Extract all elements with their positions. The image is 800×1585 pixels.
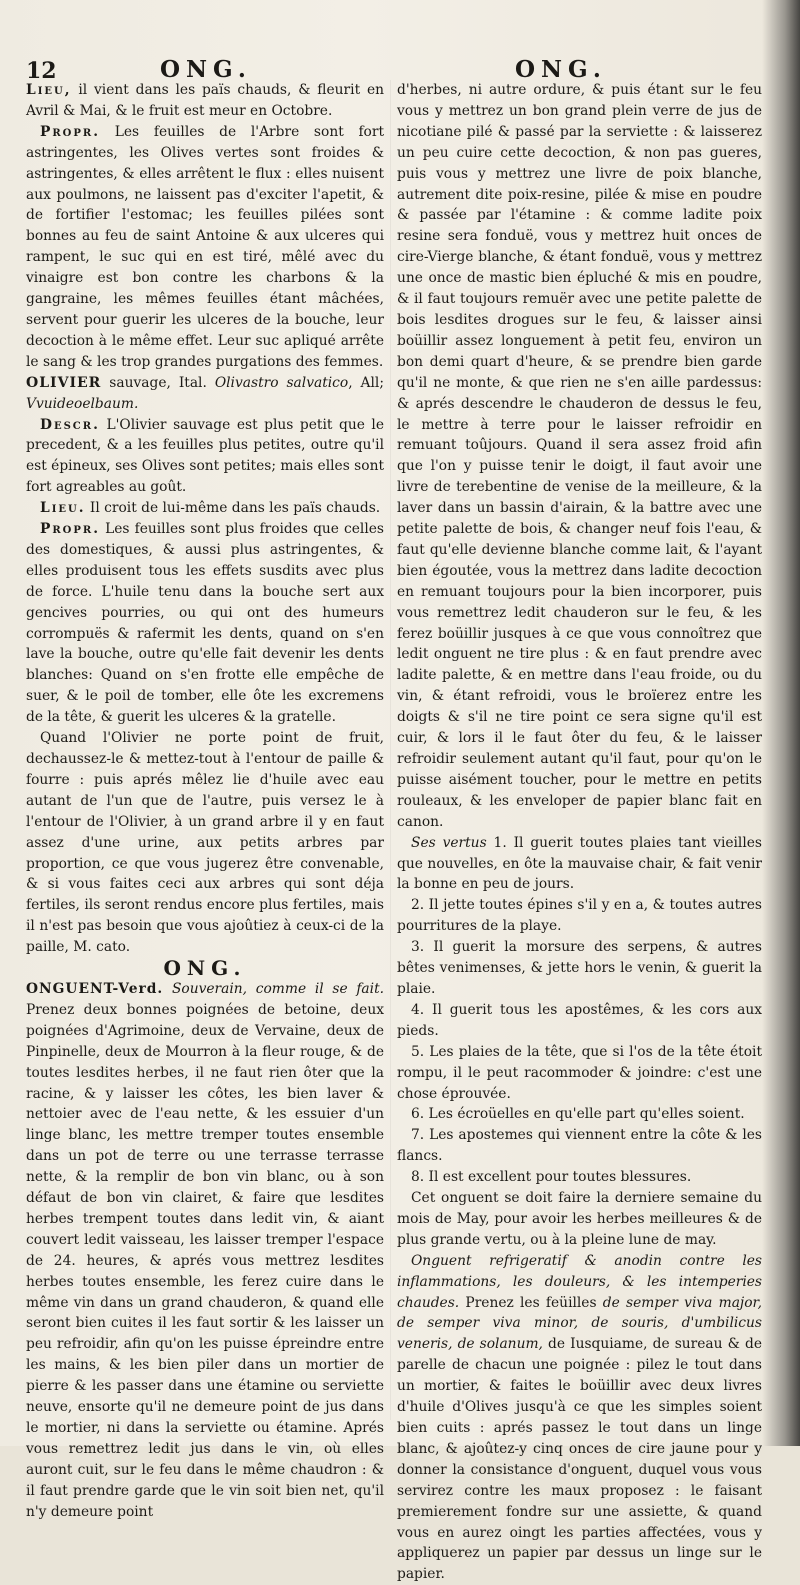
headword-olivier: OLIVIER xyxy=(26,374,102,391)
entry-text: , All; xyxy=(348,374,384,391)
running-head-right: ONG. xyxy=(515,56,607,83)
entry-text: 1. Il guerit toutes plaies tant vieilles que nouvelles, en ôte la mauvaise chair, & fait venir la bonne en peu de jours. xyxy=(397,834,763,893)
entry-propr-2 xyxy=(26,519,384,728)
entry-continuation: d'herbes, ni autre ordure, & puis étant sur le feu vous y mettrez un bon grand plein verre de jus de nicotiane pilé & passé par la serviette : & laisserez un peu cuire cette decoction, & non pas gueres, puis vous y mettrez une livre de poix blanche, autrement dite poix-resine, pilée & mise en poudre & passée par l'étamine : & comme ladite poix resine sera fonduë, vous y mettrez huit onces de cire-Vierge blanche, & étant fonduë, vous y mettrez une once de mastic bien épluché & mis en poudre, & il faut toujours remuër avec une petite palette de bois lesdites drogues sur le feu, & laisser ainsi boüillir assez longuement à petit feu, environ un bon demi quart d'heure, & se prendre bien garde qu'il ne monte, & que rien ne s'en aille pardessus: & aprés descendre le chauderon de dessus le feu, le mettre à terre pour le laisser refroidir en remuant toûjours. Quand il sera assez froid afin que l'on y puisse tenir le doigt, il faut avoir une livre de terebentine de venise de la meilleure, & la laver dans un bassin d'airain, & la battre avec une petite palette de bois, & changer neuf fois l'eau, & faut qu'elle devienne blanche comme lait, & l'ayant bien égoutée, vous la mettrez dans ladite decoction en remuant toujours pour la bien incorporer, puis vous remettrez ledit chauderon sur le feu, & les ferez boüillir jusques à ce que vous connoîtrez que ledit onguent ne tire plus : & en faut prendre avec ladite palette, & en mettre dans l'eau froide, ou du vin, & étant refroidi, vous le broïerez entre les doigts & s'il ne tire point ce sera signe qu'il est cuir, & lors il le faut ôter du feu, & le laisser refroidir seulement autant qu'il faut, pour qu'on le puisse aisément toucher, pour le mettre en petits rouleaux, & les enveloper de papier blanc fait en canon. xyxy=(397,82,762,830)
section-heading: ONG. xyxy=(163,956,247,981)
entry-text: de Iusquiame, de sureau & de parelle de chacun une poignée : pilez le tout dans un mortier, & faites le boüillir avec deux livres d'huile d'Olives jusqu'à ce que les simples soient bien cuits : aprés passez le tout dans un linge blanc, & ajoûtez-y cinq onces de cire jaune pour y donner la consistance d'onguent, duquel vous vous servirez contre les maux proposez : le faisant premierement fondre sur une assiette, & quand vous en aurez oingt les parties affectées, vous y appliquerez un papier par dessus un linge sur le papier. xyxy=(397,1336,762,1583)
lead-propr: Propr. xyxy=(40,521,101,538)
entry-onguent-verd xyxy=(26,979,384,1523)
headword-onguent: ONGUENT-Verd. xyxy=(26,980,164,997)
italic-subtitle: Souverain, comme il se fait. xyxy=(171,980,384,997)
right-column xyxy=(397,80,762,1585)
entry-lieu-1 xyxy=(26,80,384,122)
entry-text: Il croit de lui-même dans les païs chauds. xyxy=(89,500,381,517)
entry-refrigeratif xyxy=(397,1251,762,1585)
vertus-label: Ses vertus xyxy=(411,834,487,851)
entry-text: Prenez deux bonnes poignées de betoine, deux poignées d'Agrimoine, deux de Vervaine, deux de Pinpinelle, deux de Mourron à la fleur rouge, & de toutes lesdites herbes, il ne faut rien ôter que la racine, & y laisser les côtes, les bien laver & nettoier avec de l'eau nette, & les essuier d'un linge blanc, les mettre tremper toutes ensemble dans un pot de terre ou une terrasse terrasse nette, & la remplir de bon vin blanc, ou à son défaut de bon vin clairet, & faire que lesdites herbes trempent toutes dans ledit vin, & aiant couvert ledit vaisseau, les laisser tremper l'espace de 24. heures, & aprés vous mettrez lesdites herbes toutes ensemble, les ferez cuire dans le même vin dans un grand chauderon, & quand elle seront bien cuites il les faut sortir & les laisser un peu refroidir, afin qu'on les puisse épreindre entre les mains, & les bien piler dans un mortier de pierre & les passer dans une étamine ou serviette neuve, ensorte qu'il ne demeure point de jus dans le mortier, ni dans la serviette ou étamine. Aprés vous remettrez ledit jus dans le vin, où elles auront cuit, sur le feu dans le même chaudron : & il faut prendre garde que le vin soit bien net, qu'il n'y demeure point xyxy=(26,1001,384,1520)
entry-text: Les feuilles de l'Arbre sont fort astringentes, les Olives vertes sont froides & astringentes, & elles arrêtent le flux : elles nuisent aux poulmons, ne laissent pas d'exciter l'apetit, & de fortifier l'estomac; les feuilles pilées sont bonnes au feu de saint Antoine & aux ulceres qui rampent, le suc qui en est tiré, mêlé avec du vinaigre est bon contre les charbons & la gangraine, les mêmes feuilles étant mâchées, servent pour guerir les ulceres de la bouche, leur decoction à le même effet. Leur suc apliqué arrête le sang & les trop grandes purgations des femmes. xyxy=(26,123,384,370)
running-head-left: ONG. xyxy=(160,56,252,83)
left-column xyxy=(26,80,384,1523)
italic-latin-name: Olivastro salvatico xyxy=(214,374,349,391)
entry-text: il vient dans les païs chauds, & fleurit en Avril & Mai, & le fruit est meur en Octobre. xyxy=(26,82,384,119)
vertus-3: 3. Il guerit la morsure des serpens, & autres bêtes venimenses, & jette hors le venin, & guerit la plaie. xyxy=(397,939,762,997)
italic-german-name: Vvuideoelbaum. xyxy=(26,395,139,412)
page-edge-shadow xyxy=(762,0,800,1446)
italic-plant-names: de semper viva major, de semper viva minor, de souris, d'umbilicus veneris, de solanum, xyxy=(397,1294,762,1353)
vertus-1 xyxy=(397,833,762,896)
entry-lieu-2 xyxy=(26,498,384,519)
lead-lieu: Lieu. xyxy=(40,500,86,517)
lead-lieu: Lieu, xyxy=(26,82,72,98)
vertus-5: 5. Les plaies de la tête, que si l'os de la tête étoit rompu, il le peut racommoder & joindre: c'est une chose éprouvée. xyxy=(397,1043,762,1102)
vertus-2: 2. Il jette toutes épines s'il y en a, & toutes autres pourritures de la playe. xyxy=(397,897,762,935)
lead-descr: Descr. xyxy=(40,416,100,433)
italic-subtitle: Onguent refrigeratif & anodin contre les inflammations, les douleurs, & les intemperies chaudes. xyxy=(397,1252,762,1311)
entry-text: Prenez les feüilles xyxy=(465,1294,597,1311)
vertus-7: 7. Les apostemes qui viennent entre la côte & les flancs. xyxy=(397,1127,762,1165)
entry-text: L'Olivier sauvage est plus petit que le precedent, & a les feuilles plus petites, outre qu'il est épineux, ses Olives sont petites; mais elles sont fort agreables au goût. xyxy=(26,416,384,496)
entry-descr xyxy=(26,415,384,499)
entry-text: sauvage, Ital. xyxy=(109,374,207,391)
lead-propr: Propr. xyxy=(40,123,101,140)
entry-cet-onguent: Cet onguent se doit faire la derniere semaine du mois de May, pour avoir les herbes meilleures & de plus grande vertu, ou à la pleine lune de may. xyxy=(397,1190,762,1248)
vertus-6: 6. Les écroüelles en qu'elle part qu'elles soient. xyxy=(411,1106,745,1123)
entry-olivier-sauvage xyxy=(26,373,384,415)
page-number: 12 xyxy=(26,58,57,84)
entry-quand: Quand l'Olivier ne porte point de fruit, dechaussez-le & mettez-tout à l'entour de paille & fourre : puis aprés mêlez lie d'huile avec eau autant de l'un que de l'autre, puis versez le à l'entour de l'Olivier, à un grand arbre il y en faut assez d'une urine, aux petits arbres par proportion, ce que vous jugerez être convenable, & si vous faites ceci aux arbres qui sont déja fertiles, ils seront rendus encore plus fertiles, mais il n'est pas besoin que vous ajoûtiez à ceux-ci de la paille, M. cato. xyxy=(26,730,384,956)
vertus-4: 4. Il guerit tous les apostêmes, & les cors aux pieds. xyxy=(397,1001,762,1039)
vertus-8: 8. Il est excellent pour toutes blessures. xyxy=(411,1169,692,1186)
column-gutter xyxy=(390,80,391,1420)
entry-text: Les feuilles sont plus froides que celles des domestiques, & aussi plus astringentes, & elles produisent tous les effets susdits avec plus de force. L'huile tenu dans la bouche sert aux gencives pourries, ou qui ont des humeurs corrompuës & rafermit les dents, quand on s'en lave la bouche, outre qu'elle fait devenir les dents blanches: Quand on s'en frotte elle empêche de suer, & le poil de tomber, elle ôte les excremens de la tête, & guerit les ulceres & la gratelle. xyxy=(26,521,384,726)
entry-propr-1 xyxy=(26,122,384,373)
